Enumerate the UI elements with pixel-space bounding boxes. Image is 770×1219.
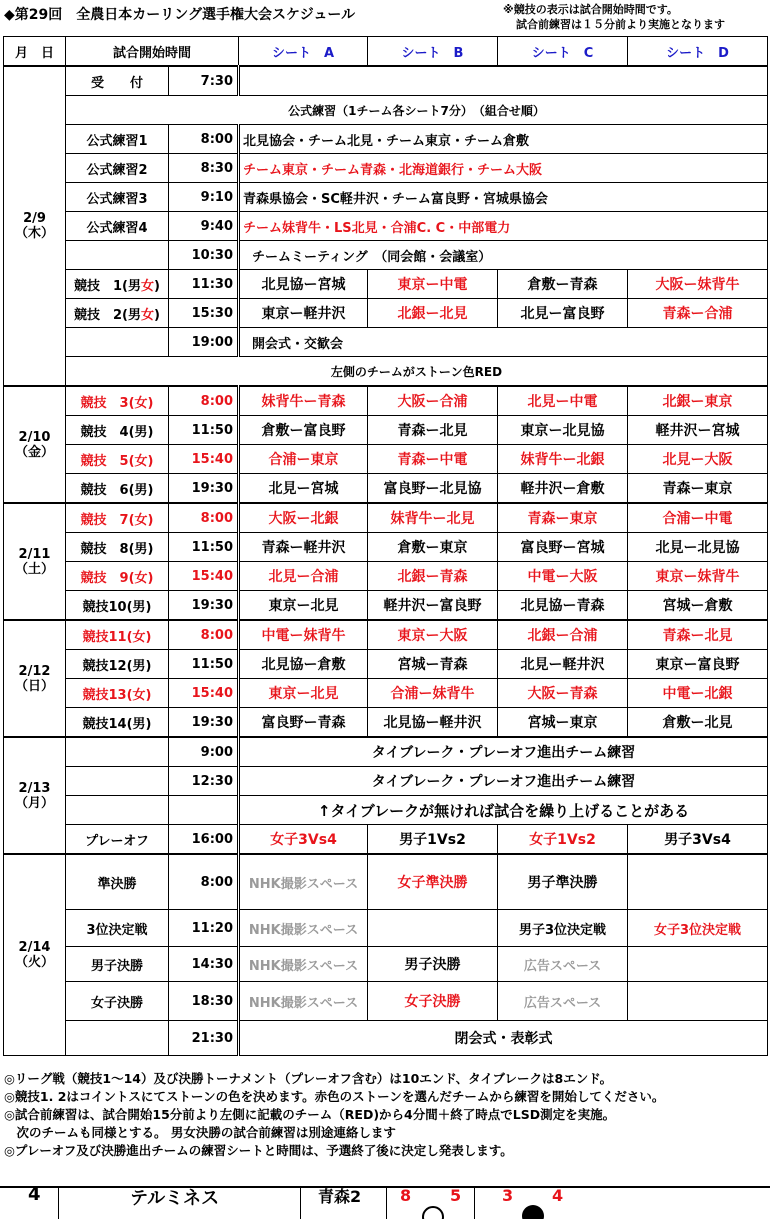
- match-sheet-b: 合浦ー妹背牛: [368, 679, 498, 708]
- practice-time: 8:30: [169, 154, 239, 183]
- preview-score: 4: [552, 1186, 564, 1205]
- match-sheet-c: 中電ー大阪: [498, 562, 628, 591]
- empty-cell: [66, 796, 169, 825]
- game-time: 15:40: [169, 679, 239, 708]
- match-sheet-b: 北銀ー北見: [368, 299, 498, 328]
- empty-cell: [66, 767, 169, 796]
- practice-teams: 北見協会・チーム北見・チーム東京・チーム倉敷: [239, 125, 768, 154]
- divider: [386, 1188, 387, 1219]
- nhk-space: NHK撮影スペース: [239, 910, 368, 947]
- table-row: [4, 620, 768, 650]
- table-row: [4, 357, 768, 387]
- table-row: [4, 910, 768, 947]
- col-sheet-b: シート B: [368, 37, 498, 67]
- nhk-space: NHK撮影スペース: [239, 947, 368, 982]
- table-row: [4, 1021, 768, 1056]
- empty-cell: [628, 854, 768, 910]
- date-cell: [4, 386, 66, 503]
- game-time: 8:00: [169, 386, 239, 416]
- meeting-text: チームミーティング （同会館・会議室）: [239, 241, 768, 270]
- match-sheet-a: 北見ー合浦: [239, 562, 368, 591]
- closing-ceremony: 閉会式・表彰式: [239, 1021, 768, 1056]
- white-stone-icon: [422, 1206, 444, 1219]
- page-title: ◆第29回 全農日本カーリング選手権大会スケジュール: [4, 7, 356, 23]
- match-sheet-b: 北見協ー軽井沢: [368, 708, 498, 738]
- schedule-table: [3, 36, 768, 1056]
- match-sheet-a: 富良野ー青森: [239, 708, 368, 738]
- match-sheet-c: 北見ー富良野: [498, 299, 628, 328]
- playoff-time: 16:00: [169, 825, 239, 855]
- practice-teams: 青森県協会・SC軽井沢・チーム富良野・宮城県協会: [239, 183, 768, 212]
- game-time: 11:50: [169, 533, 239, 562]
- empty-cell: [169, 796, 239, 825]
- playoff-label: プレーオフ: [66, 825, 169, 855]
- men-final-time: 14:30: [169, 947, 239, 982]
- date-value: 2/10: [18, 429, 51, 445]
- preview-score: 3: [502, 1186, 514, 1205]
- game-label-prefix: 競技 2(男: [74, 307, 142, 323]
- match-sheet-d: 青森ー北見: [628, 620, 768, 650]
- women-final-time: 18:30: [169, 982, 239, 1021]
- ad-space: 広告スペース: [498, 947, 628, 982]
- table-row: [4, 825, 768, 855]
- col-date: 月 日: [4, 37, 66, 67]
- header-note: [503, 2, 725, 32]
- practice-time: 8:00: [169, 125, 239, 154]
- empty-cell: [628, 947, 768, 982]
- ad-space: 広告スペース: [498, 982, 628, 1021]
- practice-time: 12:30: [169, 767, 239, 796]
- table-row: [4, 96, 768, 125]
- table-row: [4, 650, 768, 679]
- header-row: [4, 37, 768, 67]
- tiebreak-practice: タイブレーク・プレーオフ進出チーム練習: [239, 737, 768, 767]
- table-row: [4, 562, 768, 591]
- match-sheet-a: 東京ー北見: [239, 591, 368, 621]
- day-of-week: （日）: [14, 678, 54, 694]
- game-label: 競技11(女): [66, 620, 169, 650]
- preview-score: 8: [400, 1186, 412, 1205]
- opening-time: 19:00: [169, 328, 239, 357]
- empty-cell: [66, 241, 169, 270]
- note-line: ◎リーグ戦（競技1～14）及び決勝トーナメント（プレーオフ含む）は10エンド、タイブレークは8エンド。: [4, 1071, 613, 1086]
- table-row: [4, 299, 768, 328]
- tiebreak-practice: タイブレーク・プレーオフ進出チーム練習: [239, 767, 768, 796]
- men-final: 男子決勝: [368, 947, 498, 982]
- match-sheet-c: 大阪ー青森: [498, 679, 628, 708]
- match-sheet-c: 北見ー軽井沢: [498, 650, 628, 679]
- game-label: 競技 7(女): [66, 503, 169, 533]
- day-of-week: （木）: [14, 226, 54, 241]
- game-label-female: 女: [141, 307, 155, 323]
- practice-header: 公式練習（1チーム各シート7分） （組合せ順）: [66, 96, 768, 125]
- game-label: 競技10(男): [66, 591, 169, 621]
- game-label-suffix: ): [154, 307, 160, 323]
- empty-cell: [66, 328, 169, 357]
- semifinal-label: 準決勝: [66, 854, 169, 910]
- playoff-sheet-c: 女子1Vs2: [498, 825, 628, 855]
- men-third-place: 男子3位決定戦: [498, 910, 628, 947]
- match-sheet-d: 東京ー妹背牛: [628, 562, 768, 591]
- match-sheet-d: 大阪ー妹背牛: [628, 270, 768, 299]
- practice-time: 9:00: [169, 737, 239, 767]
- table-row: [4, 767, 768, 796]
- col-sheet-a: シート A: [239, 37, 368, 67]
- game-label: 競技 4(男): [66, 416, 169, 445]
- tiebreak-note: ↑タイブレークが無ければ試合を繰り上げることがある: [239, 796, 768, 825]
- match-sheet-d: 北銀ー東京: [628, 386, 768, 416]
- table-row: [4, 737, 768, 767]
- match-sheet-c: 宮城ー東京: [498, 708, 628, 738]
- match-sheet-b: 東京ー中電: [368, 270, 498, 299]
- playoff-sheet-d: 男子3Vs4: [628, 825, 768, 855]
- practice-time: 9:40: [169, 212, 239, 241]
- empty-cell: [628, 982, 768, 1021]
- practice-teams: チーム妹背牛・LS北見・合浦C. C・中部電力: [239, 212, 768, 241]
- date-value: 2/13: [18, 780, 51, 796]
- date-value: 2/9: [23, 211, 46, 226]
- table-row: [4, 947, 768, 982]
- game-time: 8:00: [169, 620, 239, 650]
- match-sheet-c: 富良野ー宮城: [498, 533, 628, 562]
- match-sheet-b: 富良野ー北見協: [368, 474, 498, 504]
- empty-cell: [368, 910, 498, 947]
- game-time: 19:30: [169, 591, 239, 621]
- table-row: [4, 503, 768, 533]
- match-sheet-c: 青森ー東京: [498, 503, 628, 533]
- playoff-sheet-a: 女子3Vs4: [239, 825, 368, 855]
- match-sheet-c: 倉敷ー青森: [498, 270, 628, 299]
- match-sheet-b: 大阪ー合浦: [368, 386, 498, 416]
- col-sheet-c: シート C: [498, 37, 628, 67]
- match-sheet-c: 妹背牛ー北銀: [498, 445, 628, 474]
- table-row: [4, 270, 768, 299]
- col-sheet-d: シート D: [628, 37, 768, 67]
- match-sheet-a: 倉敷ー富良野: [239, 416, 368, 445]
- match-sheet-a: 妹背牛ー青森: [239, 386, 368, 416]
- date-value: 2/12: [18, 663, 51, 679]
- game-time: 19:30: [169, 708, 239, 738]
- match-sheet-a: 北見協ー倉敷: [239, 650, 368, 679]
- date-value: 2/14: [18, 940, 51, 955]
- third-place-time: 11:20: [169, 910, 239, 947]
- preview-number: 4: [28, 1186, 41, 1205]
- match-sheet-a: 北見協ー宮城: [239, 270, 368, 299]
- match-sheet-b: 妹背牛ー北見: [368, 503, 498, 533]
- table-row: [4, 854, 768, 910]
- table-row: [4, 982, 768, 1021]
- game-time: 15:40: [169, 562, 239, 591]
- game-label: 競技 8(男): [66, 533, 169, 562]
- match-sheet-a: 大阪ー北銀: [239, 503, 368, 533]
- table-row: [4, 708, 768, 738]
- match-sheet-a: 東京ー軽井沢: [239, 299, 368, 328]
- women-final-label: 女子決勝: [66, 982, 169, 1021]
- preview-team: テルミネス: [130, 1188, 220, 1209]
- match-sheet-c: 北見ー中電: [498, 386, 628, 416]
- match-sheet-d: 北見ー大阪: [628, 445, 768, 474]
- notes: [4, 1070, 664, 1160]
- practice-teams: チーム東京・チーム青森・北海道銀行・チーム大阪: [239, 154, 768, 183]
- divider: [58, 1188, 59, 1219]
- match-sheet-d: 中電ー北銀: [628, 679, 768, 708]
- practice-label: 公式練習2: [66, 154, 169, 183]
- table-row: [4, 66, 768, 96]
- empty-cell: [239, 66, 768, 96]
- match-sheet-a: 青森ー軽井沢: [239, 533, 368, 562]
- third-place-label: 3位決定戦: [66, 910, 169, 947]
- match-sheet-a: 中電ー妹背牛: [239, 620, 368, 650]
- note-line: ◎試合前練習は、試合開始15分前より左側に記載のチーム（RED)から4分間＋終了時点でLSD測定を実施。: [4, 1107, 616, 1122]
- table-row: [4, 125, 768, 154]
- date-cell: [4, 66, 66, 386]
- table-row: [4, 591, 768, 621]
- preview-opponent: 青森2: [318, 1187, 362, 1206]
- table-row: [4, 212, 768, 241]
- practice-time: 9:10: [169, 183, 239, 212]
- next-page-preview: [0, 1186, 770, 1219]
- preview-score: 5: [450, 1186, 462, 1205]
- practice-label: 公式練習1: [66, 125, 169, 154]
- game-label: 競技 5(女): [66, 445, 169, 474]
- stone-color-note: 左側のチームがストーン色RED: [66, 357, 768, 387]
- women-third-place: 女子3位決定戦: [628, 910, 768, 947]
- women-final: 女子決勝: [368, 982, 498, 1021]
- note-line: 次のチームも同様とする。 男女決勝の試合前練習は別途連絡します: [4, 1125, 396, 1140]
- match-sheet-a: 東京ー北見: [239, 679, 368, 708]
- game-label-suffix: ): [154, 278, 160, 294]
- header-note-line2: 試合前練習は１５分前より実施となります: [516, 18, 725, 31]
- match-sheet-b: 宮城ー青森: [368, 650, 498, 679]
- match-sheet-b: 倉敷ー東京: [368, 533, 498, 562]
- game-time: 11:50: [169, 650, 239, 679]
- date-value: 2/11: [18, 546, 51, 562]
- table-row: [4, 183, 768, 212]
- col-start-time: 試合開始時間: [66, 37, 239, 67]
- practice-label: 公式練習4: [66, 212, 169, 241]
- women-semifinal: 女子準決勝: [368, 854, 498, 910]
- date-cell: [4, 503, 66, 620]
- game-label: [66, 299, 169, 328]
- match-sheet-b: 北銀ー青森: [368, 562, 498, 591]
- date-cell: [4, 620, 66, 737]
- table-row: [4, 796, 768, 825]
- header-note-line1: ※競技の表示は試合開始時間です。: [503, 3, 678, 16]
- match-sheet-c: 北見協ー青森: [498, 591, 628, 621]
- day-of-week: （月）: [14, 795, 54, 811]
- match-sheet-b: 軽井沢ー富良野: [368, 591, 498, 621]
- reception-label: 受 付: [66, 66, 169, 96]
- match-sheet-d: 合浦ー中電: [628, 503, 768, 533]
- day-of-week: （土）: [14, 561, 54, 577]
- game-label: 競技13(女): [66, 679, 169, 708]
- game-label-male: 男: [128, 278, 142, 294]
- game-label-female: 女: [141, 278, 155, 294]
- table-row: [4, 533, 768, 562]
- match-sheet-a: 合浦ー東京: [239, 445, 368, 474]
- table-row: [4, 241, 768, 270]
- note-line: ◎プレーオフ及び決勝進出チームの練習シートと時間は、予選終了後に決定し発表します。: [4, 1143, 513, 1158]
- game-label: 競技 9(女): [66, 562, 169, 591]
- divider: [300, 1188, 301, 1219]
- table-row: [4, 445, 768, 474]
- match-sheet-a: 北見ー宮城: [239, 474, 368, 504]
- game-label: 競技 6(男): [66, 474, 169, 504]
- day-of-week: （金）: [14, 444, 54, 460]
- match-sheet-d: 青森ー東京: [628, 474, 768, 504]
- reception-time: 7:30: [169, 66, 239, 96]
- game-time: 11:50: [169, 416, 239, 445]
- closing-time: 21:30: [169, 1021, 239, 1056]
- date-cell: [4, 854, 66, 1056]
- match-sheet-c: 北銀ー合浦: [498, 620, 628, 650]
- table-row: [4, 416, 768, 445]
- match-sheet-d: 倉敷ー北見: [628, 708, 768, 738]
- date-cell: [4, 737, 66, 854]
- note-line: ◎競技1. 2はコイントスにてストーンの色を決めます。赤色のストーンを選んだチームから練習を開始してください。: [4, 1089, 665, 1104]
- divider: [474, 1188, 475, 1219]
- match-sheet-b: 青森ー中電: [368, 445, 498, 474]
- game-label: 競技14(男): [66, 708, 169, 738]
- match-sheet-d: 宮城ー倉敷: [628, 591, 768, 621]
- match-sheet-c: 軽井沢ー倉敷: [498, 474, 628, 504]
- match-sheet-b: 東京ー大阪: [368, 620, 498, 650]
- practice-label: 公式練習3: [66, 183, 169, 212]
- table-row: [4, 679, 768, 708]
- day-of-week: （火）: [14, 955, 54, 970]
- game-time: 8:00: [169, 503, 239, 533]
- match-sheet-b: 青森ー北見: [368, 416, 498, 445]
- nhk-space: NHK撮影スペース: [239, 982, 368, 1021]
- match-sheet-d: 青森ー合浦: [628, 299, 768, 328]
- game-label: 競技 3(女): [66, 386, 169, 416]
- game-label: 競技12(男): [66, 650, 169, 679]
- table-row: [4, 474, 768, 504]
- table-row: [4, 154, 768, 183]
- game-label-prefix: 競技 1(: [74, 278, 128, 294]
- match-sheet-d: 軽井沢ー宮城: [628, 416, 768, 445]
- game-time: 19:30: [169, 474, 239, 504]
- match-sheet-c: 東京ー北見協: [498, 416, 628, 445]
- playoff-sheet-b: 男子1Vs2: [368, 825, 498, 855]
- table-row: [4, 328, 768, 357]
- opening-text: 開会式・交歓会: [239, 328, 768, 357]
- match-sheet-d: 北見ー北見協: [628, 533, 768, 562]
- game-time: 11:30: [169, 270, 239, 299]
- empty-cell: [66, 1021, 169, 1056]
- game-time: 15:40: [169, 445, 239, 474]
- empty-cell: [66, 737, 169, 767]
- game-time: 15:30: [169, 299, 239, 328]
- game-label: [66, 270, 169, 299]
- match-sheet-d: 東京ー富良野: [628, 650, 768, 679]
- men-semifinal: 男子準決勝: [498, 854, 628, 910]
- semifinal-time: 8:00: [169, 854, 239, 910]
- table-row: [4, 386, 768, 416]
- meeting-time: 10:30: [169, 241, 239, 270]
- men-final-label: 男子決勝: [66, 947, 169, 982]
- nhk-space: NHK撮影スペース: [239, 854, 368, 910]
- league-days: [4, 386, 768, 737]
